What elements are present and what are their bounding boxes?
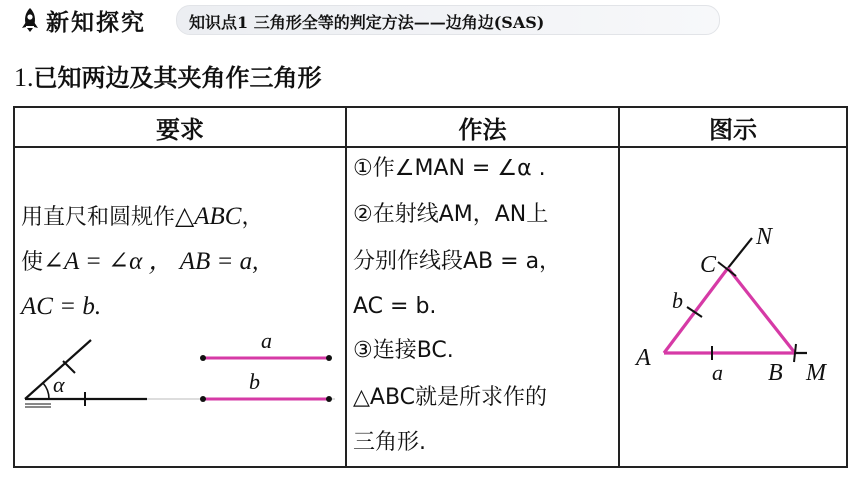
angle-arc [43, 383, 49, 399]
method-step-2b: 分别作线段AB = a， [353, 249, 562, 274]
given-elements-diagram [15, 326, 345, 416]
ray-AN-extension [728, 238, 752, 268]
tick-C [718, 262, 736, 276]
heading-text: 已知两边及其夹角作三角形 [33, 64, 322, 92]
method-conclusion-b: 三角形. [353, 430, 426, 455]
given-segment-a-label: a [261, 328, 272, 353]
rocket-icon [19, 7, 41, 33]
section-title: 新知探究 [46, 9, 146, 36]
given-segment-b-label: b [249, 369, 260, 394]
method-step-2a: ②在射线AM，AN上 [353, 202, 549, 227]
requirement-line-2: 使∠A = ∠α ， AB = a, [21, 248, 259, 275]
heading-number: 1. [14, 63, 34, 92]
label-N: N [756, 224, 773, 250]
label-side-b: b [672, 288, 683, 313]
method-cell [346, 147, 619, 467]
angle-alpha-label: α [53, 372, 65, 397]
construction-table [13, 106, 848, 468]
method-step-1: ①作∠MAN = ∠α . [353, 156, 546, 181]
requirement-line-3: AC = b. [21, 293, 102, 320]
method-step-3: ③连接BC. [353, 338, 454, 363]
label-side-a: a [712, 360, 723, 385]
table-body-row [14, 147, 847, 467]
knowledge-point-tag [176, 5, 720, 35]
requirement-line-1: 用直尺和圆规作△ABC， [21, 203, 264, 230]
label-A: A [636, 345, 651, 371]
page-heading [14, 58, 322, 93]
knowledge-point-text: 知识点1 三角形全等的判定方法——边角边(SAS) [189, 13, 545, 32]
angle-side-tick [63, 361, 75, 373]
method-step-2c: AC = b. [353, 294, 437, 319]
label-C: C [700, 252, 717, 278]
tick-b-mid [687, 307, 702, 317]
label-M: M [806, 360, 826, 386]
figure-cell [619, 147, 847, 467]
method-conclusion-a: △ABC就是所求作的 [353, 385, 548, 410]
section-banner [0, 0, 860, 40]
side-BC [728, 268, 795, 353]
header-method: 作法 [346, 107, 619, 147]
header-figure: 图示 [619, 107, 847, 147]
triangle-figure [620, 148, 846, 466]
header-requirement: 要求 [14, 107, 346, 147]
label-B: B [768, 360, 783, 386]
tick-B [794, 344, 796, 362]
table-header-row [14, 107, 847, 147]
requirement-cell [14, 147, 346, 467]
